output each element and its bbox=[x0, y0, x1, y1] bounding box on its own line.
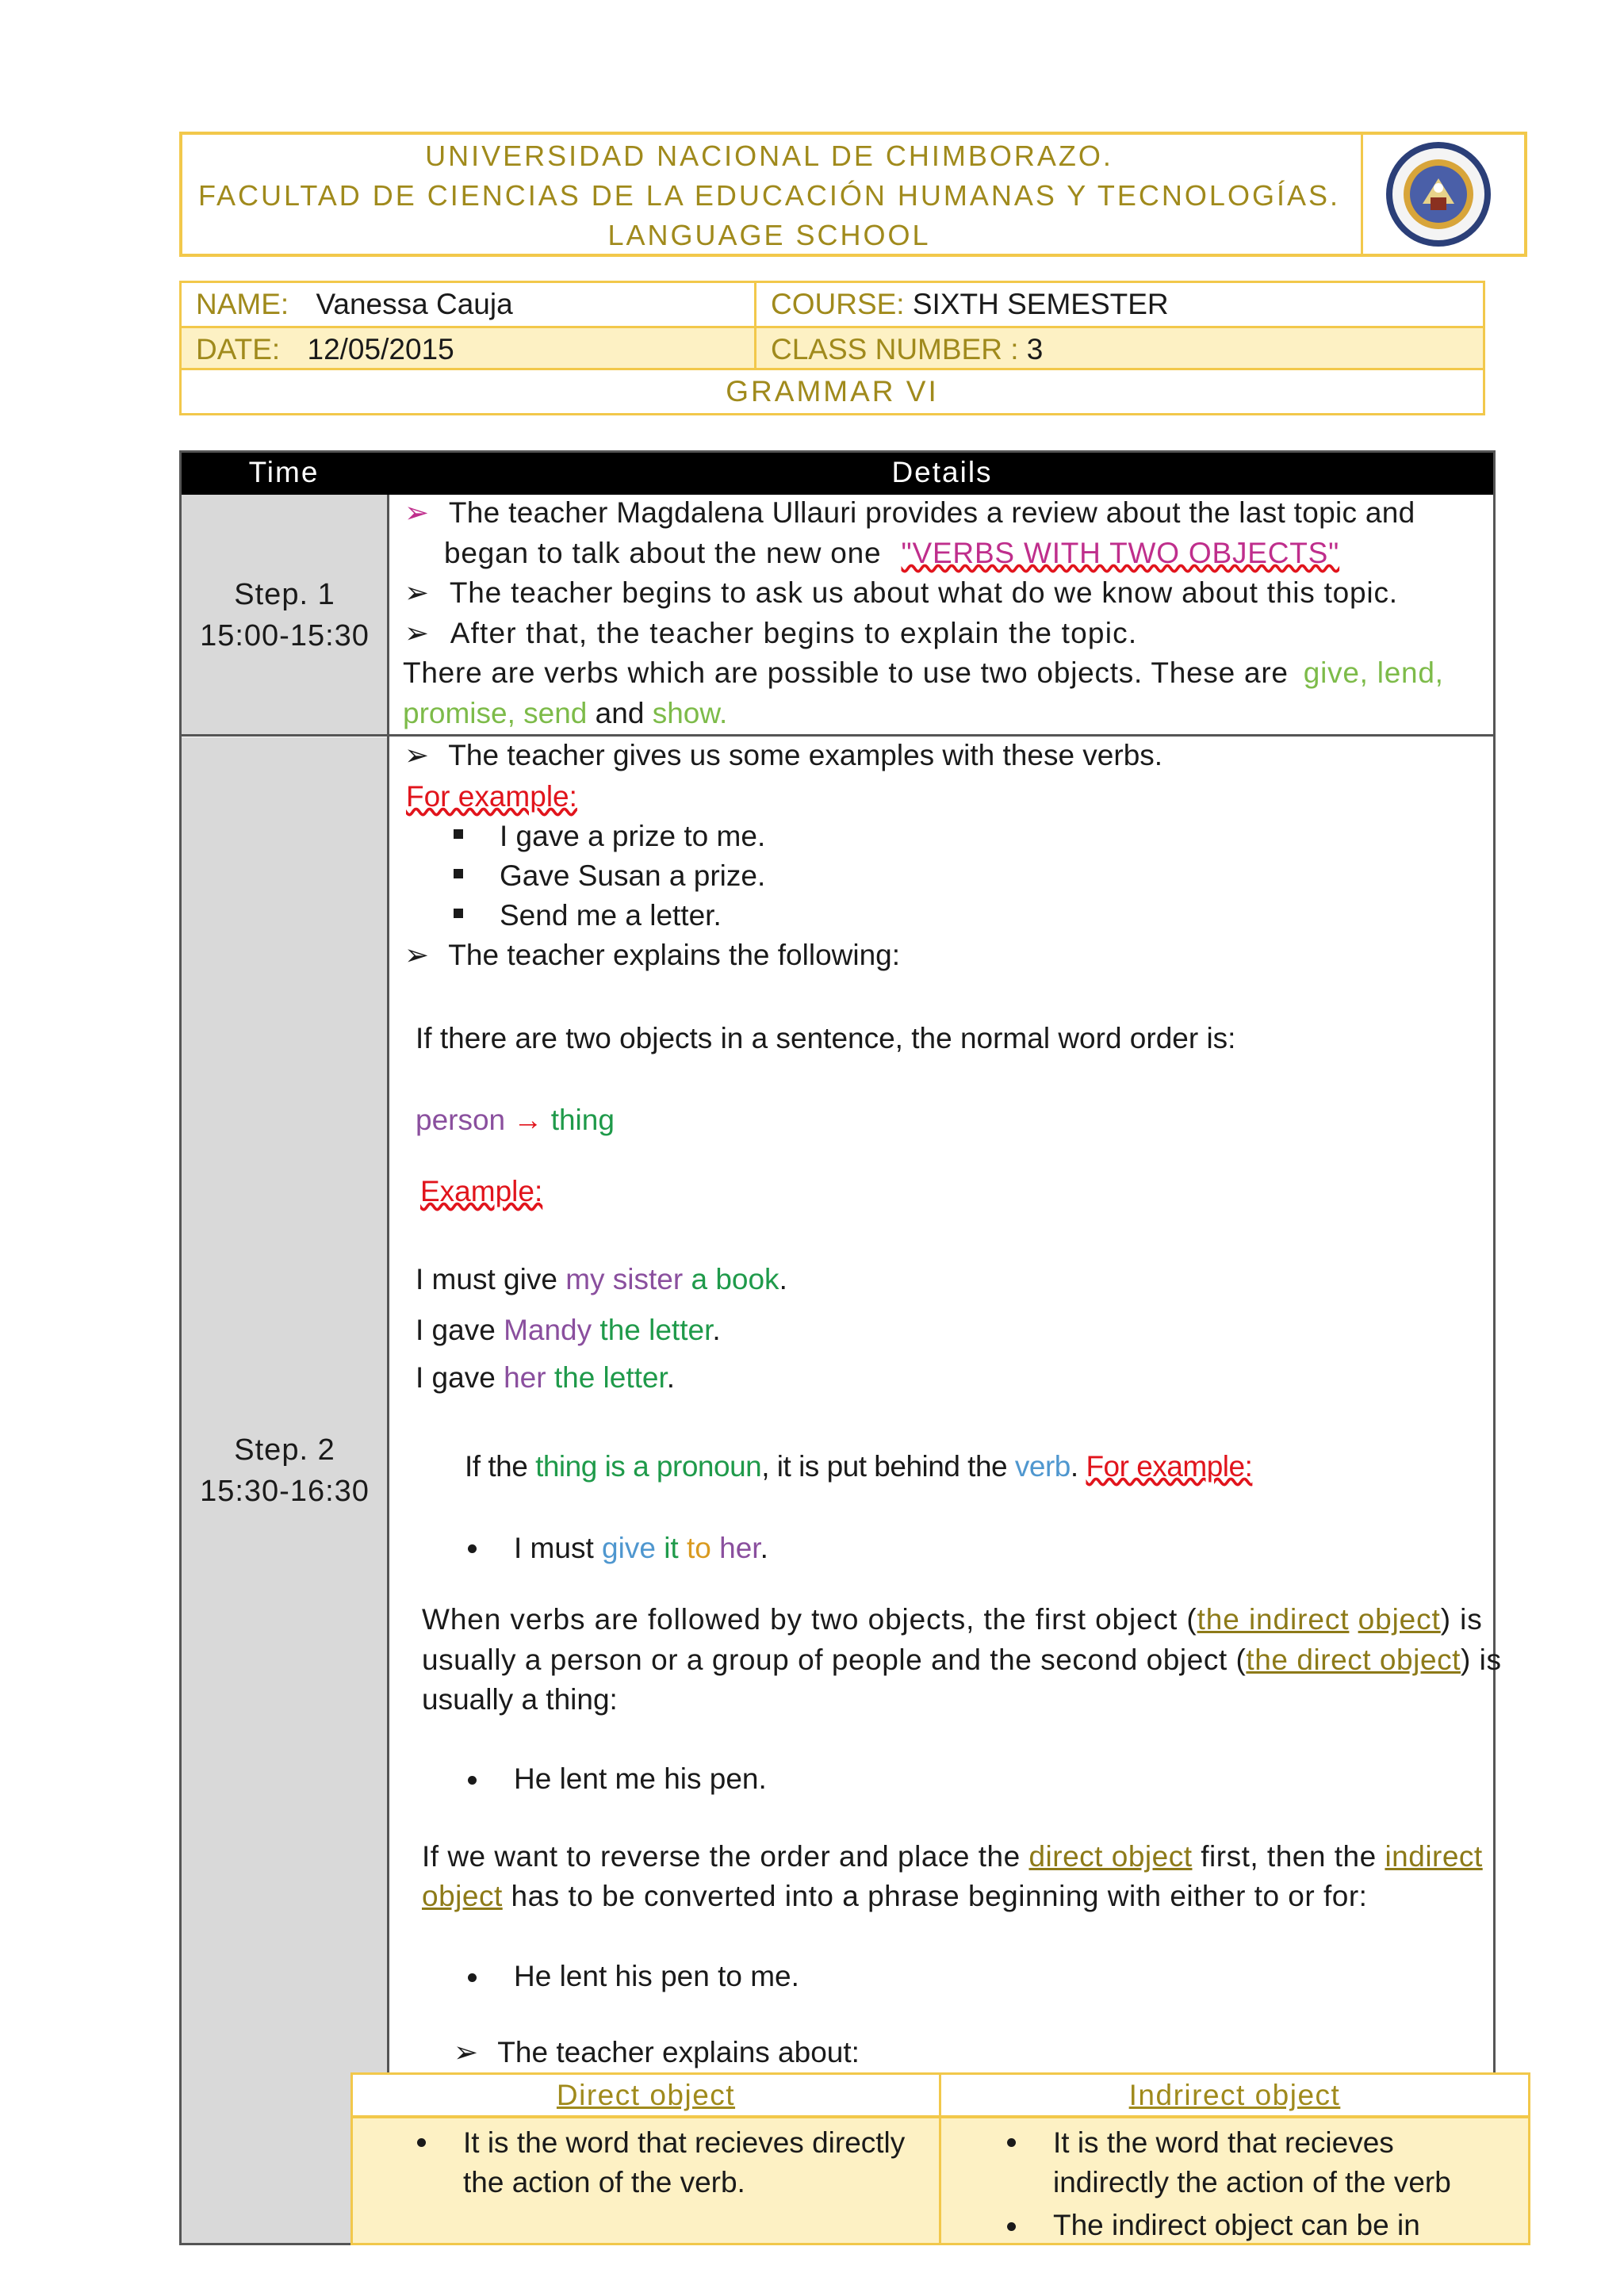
column-divider bbox=[387, 495, 389, 2245]
name-label: NAME: bbox=[196, 288, 289, 320]
square-bullet-icon bbox=[454, 869, 463, 878]
bullet-dot-icon bbox=[468, 1544, 477, 1553]
thing-label: thing bbox=[550, 1104, 615, 1136]
step1-bullet3: ➢ After that, the teacher begins to explain the topic. bbox=[404, 617, 1138, 649]
example-label: Example: bbox=[420, 1175, 543, 1207]
indirect-object-note: The indirect object can be in bbox=[1053, 2209, 1420, 2241]
step2-bullet1: ➢ The teacher gives us some examples with these verbs. bbox=[404, 739, 1163, 771]
objects-paragraph-line1: When verbs are followed by two objects, the first object (the indirect object) is bbox=[422, 1603, 1483, 1636]
word-order-formula bbox=[416, 1100, 615, 1140]
faculty-name: FACULTAD DE CIENCIAS DE LA EDUCACIÓN HUMANAS Y TECNOLOGÍAS. bbox=[198, 179, 1340, 212]
bullet-dot-icon bbox=[417, 2138, 426, 2147]
reverse-paragraph-line1: If we want to reverse the order and place the direct object first, then the indirect bbox=[422, 1840, 1483, 1873]
example-1: I gave a prize to me. bbox=[500, 820, 766, 852]
class-number-label: CLASS NUMBER : bbox=[771, 333, 1019, 365]
verb-list: give, lend, bbox=[1303, 656, 1444, 689]
pronoun-rule: If the thing is a pronoun, it is put behind the verb. For example: bbox=[465, 1450, 1253, 1483]
step1-label: Step. 1 bbox=[234, 578, 335, 611]
subject-cell bbox=[179, 368, 1485, 415]
bullet-dot-icon bbox=[468, 1776, 477, 1785]
date-value: 12/05/2015 bbox=[307, 333, 454, 365]
word-order-rule: If there are two objects in a sentence, the normal word order is: bbox=[416, 1022, 1236, 1054]
arrow-bullet-icon: ➢ bbox=[404, 939, 430, 971]
subject-title: GRAMMAR VI bbox=[726, 375, 939, 408]
step1-paragraph-line2: promise, send and show. bbox=[403, 697, 728, 729]
bullet-dot-icon bbox=[468, 1973, 477, 1982]
indirect-object-definition-line2: indirectly the action of the verb bbox=[1053, 2166, 1451, 2198]
sentence-1: I must give my sister a book. bbox=[416, 1263, 787, 1295]
step1-bullet2: ➢ The teacher begins to ask us about what do we know about this topic. bbox=[404, 576, 1398, 609]
date-label: DATE: bbox=[196, 333, 281, 365]
course-value: SIXTH SEMESTER bbox=[912, 288, 1169, 320]
course-cell bbox=[754, 281, 1485, 328]
name-value: Vanessa Cauja bbox=[316, 288, 513, 320]
step1-bullet1: ➢ The teacher Magdalena Ullauri provides a review about the last topic and bbox=[404, 496, 1415, 529]
example-3: Send me a letter. bbox=[500, 899, 722, 932]
reverse-paragraph-line2: object has to be converted into a phrase beginning with either to or for: bbox=[422, 1880, 1368, 1912]
name-cell bbox=[179, 281, 756, 328]
example-2: Gave Susan a prize. bbox=[500, 859, 766, 892]
course-label: COURSE: bbox=[771, 288, 905, 320]
date-cell bbox=[179, 326, 756, 370]
arrow-bullet-icon: ➢ bbox=[404, 576, 430, 609]
class-number-cell bbox=[754, 326, 1485, 370]
time-column-header: Time bbox=[248, 456, 320, 488]
square-bullet-icon bbox=[454, 909, 463, 918]
direct-object-header: Direct object bbox=[556, 2079, 736, 2111]
step1-range: 15:00-15:30 bbox=[200, 619, 370, 652]
example-4: He lent me his pen. bbox=[514, 1762, 767, 1795]
step2-time bbox=[182, 1429, 388, 1512]
right-arrow-icon: → bbox=[513, 1104, 543, 1136]
sentence-2: I gave Mandy the letter. bbox=[416, 1314, 721, 1346]
details-column-header: Details bbox=[891, 456, 993, 488]
indirect-object-definition-line1: It is the word that recieves bbox=[1053, 2126, 1394, 2159]
school-name: LANGUAGE SCHOOL bbox=[607, 219, 931, 251]
university-seal-icon bbox=[1383, 139, 1494, 254]
schedule-table bbox=[179, 450, 1496, 2245]
objects-paragraph-line2: usually a person or a group of people and the second object (the direct object) is bbox=[422, 1644, 1502, 1676]
person-label: person bbox=[416, 1104, 506, 1136]
university-name: UNIVERSIDAD NACIONAL DE CHIMBORAZO. bbox=[425, 140, 1113, 172]
direct-object-definition-line1: It is the word that recieves directly bbox=[463, 2126, 906, 2159]
example-5: He lent his pen to me. bbox=[514, 1960, 799, 1992]
objects-paragraph-line3: usually a thing: bbox=[422, 1683, 618, 1716]
sentence-3: I gave her the letter. bbox=[416, 1361, 676, 1394]
bullet-dot-icon bbox=[1007, 2138, 1016, 2147]
class-number-value: 3 bbox=[1026, 333, 1044, 365]
step1-time bbox=[182, 574, 388, 656]
bullet-dot-icon bbox=[1007, 2222, 1016, 2231]
institution-header bbox=[182, 136, 1356, 255]
indirect-object-header: Indrirect object bbox=[1128, 2079, 1341, 2111]
step2-bullet2: ➢ The teacher explains the following: bbox=[404, 939, 901, 971]
square-bullet-icon bbox=[454, 829, 463, 839]
step1-bullet1-cont: began to talk about the new one "VERBS WITH TWO OBJECTS" bbox=[444, 537, 1340, 569]
for-example-label: For example: bbox=[406, 780, 577, 813]
topic-title: "VERBS WITH TWO OBJECTS" bbox=[901, 537, 1340, 569]
step1-paragraph-line1: There are verbs which are possible to use two objects. These are give, lend, bbox=[403, 656, 1444, 689]
arrow-bullet-icon: ➢ bbox=[454, 2036, 479, 2068]
step2-bullet3: ➢ The teacher explains about: bbox=[454, 2036, 860, 2068]
arrow-bullet-icon: ➢ bbox=[404, 739, 430, 771]
arrow-bullet-icon: ➢ bbox=[404, 496, 430, 529]
arrow-bullet-icon: ➢ bbox=[404, 617, 431, 649]
pronoun-example: I must give it to her. bbox=[514, 1532, 768, 1564]
direct-object-definition-line2: the action of the verb. bbox=[463, 2166, 745, 2198]
step2-label: Step. 2 bbox=[234, 1433, 335, 1467]
step2-range: 15:30-16:30 bbox=[200, 1475, 370, 1508]
